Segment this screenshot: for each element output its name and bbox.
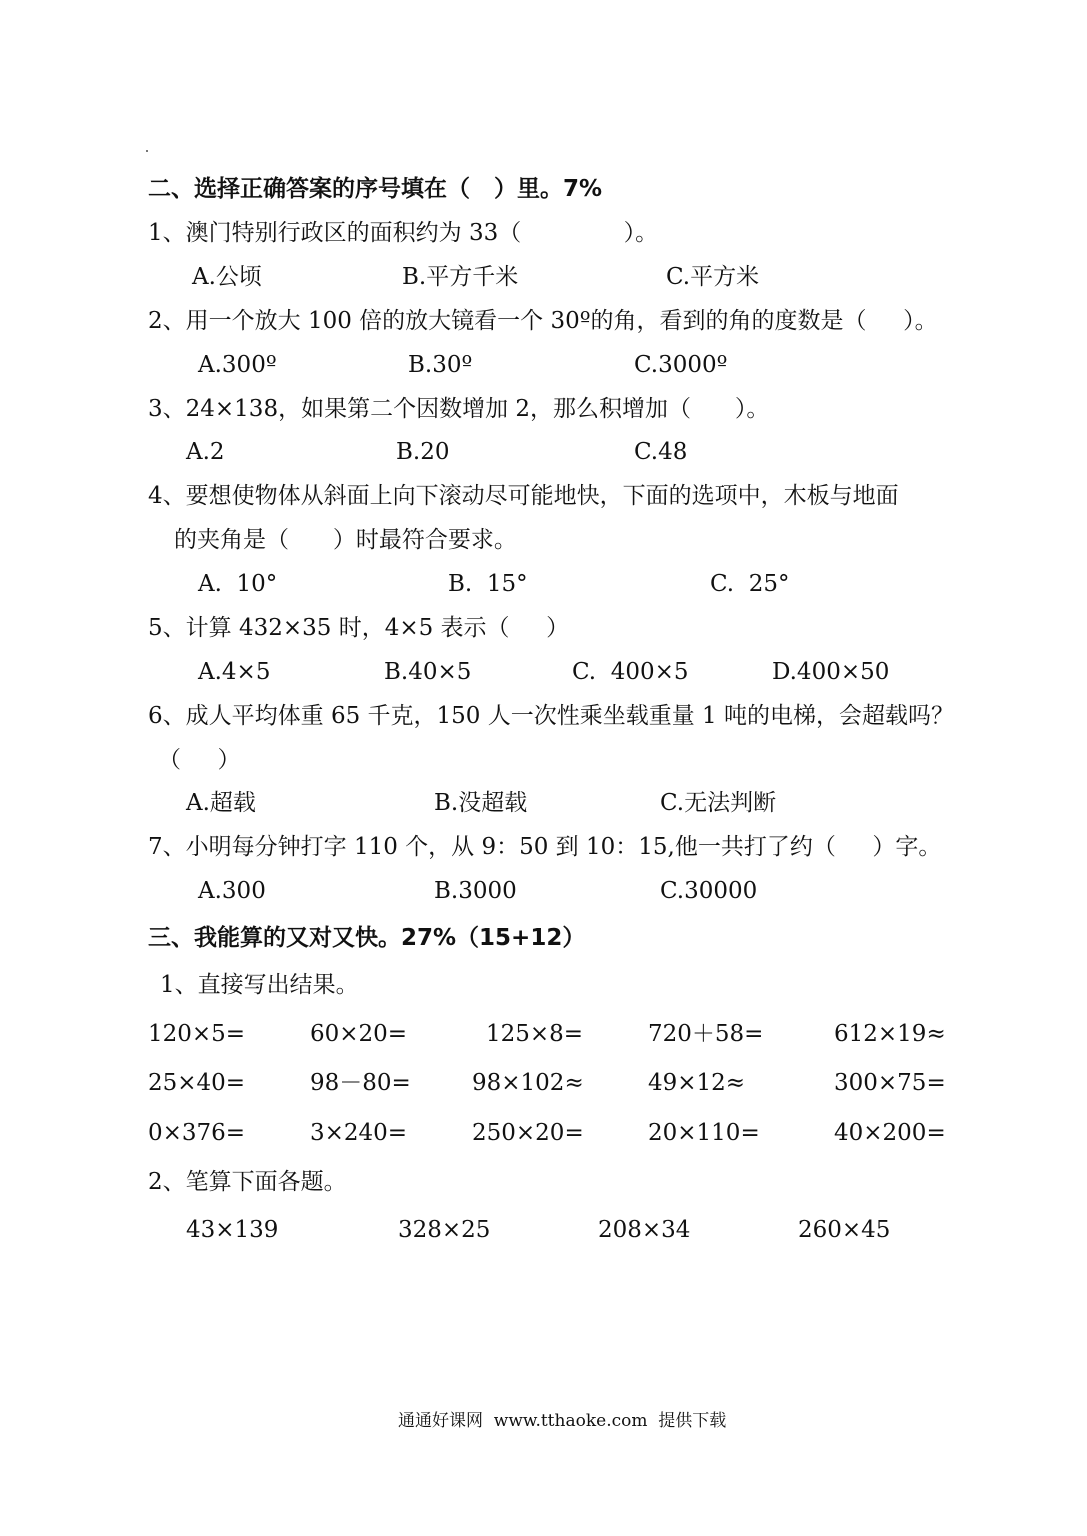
calc-item: 40×200= [834, 1120, 946, 1146]
calc-item: 120×5= [148, 1021, 246, 1047]
q4-option-c: C. 25° [710, 571, 790, 597]
q7-option-b: B.3000 [434, 878, 517, 904]
q5-option-d: D.400×50 [772, 659, 890, 685]
q6-option-b: B.没超载 [434, 790, 528, 816]
section-3-sub-2: 2、笔算下面各题。 [148, 1169, 347, 1195]
calc-item: 20×110= [648, 1120, 760, 1146]
section-3-heading: 三、我能算的又对又快。27%（15+12） [148, 925, 586, 951]
calc-item: 720＋58= [648, 1021, 764, 1047]
q4-option-b: B. 15° [448, 571, 528, 597]
question-4: 4、要想使物体从斜面上向下滚动尽可能地快，下面的选项中，木板与地面 [148, 483, 899, 509]
question-4-continued: 的夹角是（ ）时最符合要求。 [174, 527, 517, 553]
q7-option-c: C.30000 [660, 878, 758, 904]
q1-option-c: C.平方米 [666, 264, 760, 290]
calc-item: 3×240= [310, 1120, 408, 1146]
footer-source: 通通好课网 www.tthaoke.com 提供下载 [398, 1411, 727, 1431]
q3-option-c: C.48 [634, 439, 688, 465]
calc-item: 49×12≈ [648, 1070, 746, 1096]
written-calc-item: 260×45 [798, 1217, 891, 1243]
q6-option-c: C.无法判断 [660, 790, 777, 816]
calc-item: 250×20= [472, 1120, 584, 1146]
question-6: 6、成人平均体重 65 千克，150 人一次性乘坐载重量 1 吨的电梯，会超载吗？ [148, 703, 954, 729]
calc-item: 98×102≈ [472, 1070, 584, 1096]
q1-option-b: B.平方千米 [402, 264, 519, 290]
written-calc-item: 208×34 [598, 1217, 691, 1243]
calc-item: 60×20= [310, 1021, 408, 1047]
written-calc-item: 43×139 [186, 1217, 279, 1243]
q5-option-b: B.40×5 [384, 659, 472, 685]
calc-item: 98－80= [310, 1070, 411, 1096]
calc-item: 25×40= [148, 1070, 246, 1096]
q4-option-a: A. 10° [198, 571, 278, 597]
q6-option-a: A.超载 [186, 790, 256, 816]
calc-item: 125×8= [486, 1021, 584, 1047]
question-6-blank: （ ） [158, 747, 241, 773]
calc-item: 0×376= [148, 1120, 246, 1146]
question-7: 7、小明每分钟打字 110 个，从 9：50 到 10：15,他一共打了约（ ）字。 [148, 834, 942, 860]
q5-option-a: A.4×5 [198, 659, 271, 685]
question-3: 3、24×138，如果第二个因数增加 2，那么积增加（ ）。 [148, 396, 770, 422]
q3-option-b: B.20 [396, 439, 450, 465]
question-2: 2、用一个放大 100 倍的放大镜看一个 30º的角，看到的角的度数是（ ）。 [148, 308, 938, 334]
section-2-heading: 二、选择正确答案的序号填在（ ）里。7% [148, 176, 603, 202]
question-5: 5、计算 432×35 时，4×5 表示（ ） [148, 615, 570, 641]
q2-option-a: A.300º [198, 352, 277, 378]
question-1: 1、澳门特别行政区的面积约为 33（ ）。 [148, 220, 659, 246]
calc-item: 300×75= [834, 1070, 946, 1096]
q7-option-a: A.300 [198, 878, 266, 904]
q2-option-c: C.3000º [634, 352, 728, 378]
section-3-sub-1: 1、直接写出结果。 [160, 972, 359, 998]
q3-option-a: A.2 [186, 439, 225, 465]
q2-option-b: B.30º [408, 352, 473, 378]
q5-option-c: C. 400×5 [572, 659, 689, 685]
calc-item: 612×19≈ [834, 1021, 946, 1047]
written-calc-item: 328×25 [398, 1217, 491, 1243]
stray-mark [146, 150, 148, 152]
q1-option-a: A.公顷 [192, 264, 262, 290]
